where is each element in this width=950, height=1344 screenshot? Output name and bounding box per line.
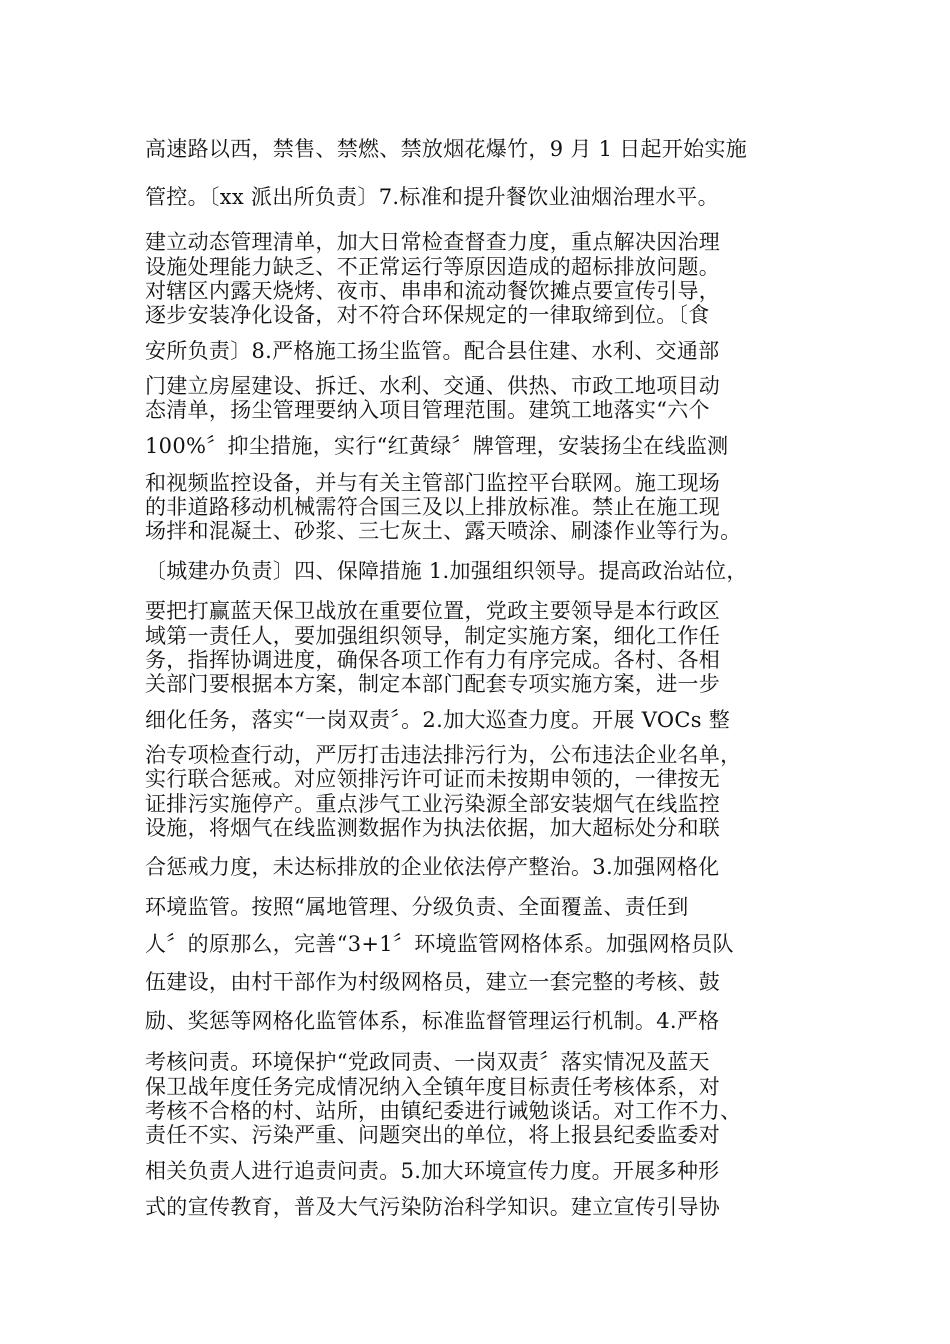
- text-line: 务，指挥协调进度，确保各项工作有力有序完成。各村、各相: [145, 648, 721, 672]
- text-line: 式的宣传教育，普及大气污染防治科学知识。建立宣传引导协: [145, 1195, 721, 1219]
- text-line: 环境监管。按照“属地管理、分级负责、全面覆盖、责任到: [145, 895, 689, 919]
- text-line: 建立动态管理清单，加大日常检查督查力度，重点解决因治理: [145, 230, 721, 254]
- text-line: 逐步安装净化设备，对不符合环保规定的一律取缔到位。〔食: [145, 303, 710, 327]
- text-line: 门建立房屋建设、拆迁、水利、交通、供热、市政工地项目动: [145, 374, 721, 398]
- text-line: 治专项检查行动，严厉打击违法排污行为，公布违法企业名单，: [145, 743, 742, 767]
- text-line: 励、奖惩等网格化监管体系，标准监督管理运行机制。4.严格: [145, 1009, 720, 1033]
- text-line: 保卫战年度任务完成情况纳入全镇年度目标责任考核体系，对: [145, 1075, 721, 1099]
- text-line: 和视频监控设备，并与有关主管部门监控平台联网。施工现场: [145, 471, 721, 495]
- text-line: 100%〞抑尘措施，实行“红黄绿〞牌管理，安装扬尘在线监测: [145, 434, 729, 458]
- text-line: 〔城建办负责〕四、保障措施 1.加强组织领导。提高政治站位，: [145, 559, 748, 583]
- text-line: 人〞的原那么，完善“3+1〞环境监管网格体系。加强网格员队: [145, 932, 734, 956]
- text-line: 证排污实施停产。重点涉气工业污染源全部安装烟气在线监控: [145, 792, 721, 816]
- text-line: 管控。〔xx 派出所负责〕7.标准和提升餐饮业油烟治理水平。: [145, 185, 719, 209]
- text-line: 实行联合惩戒。对应领排污许可证而未按期申领的，一律按无: [145, 767, 721, 791]
- text-line: 合惩戒力度，未达标排放的企业依法停产整治。3.加强网格化: [145, 855, 720, 879]
- text-line: 安所负责〕8.严格施工扬尘监管。配合县住建、水利、交通部: [145, 339, 720, 363]
- text-line: 要把打赢蓝天保卫战放在重要位置，党政主要领导是本行政区: [145, 599, 721, 623]
- text-line: 考核不合格的村、站所，由镇纪委进行诫勉谈话。对工作不力、: [145, 1099, 742, 1123]
- text-line: 高速路以西，禁售、禁燃、禁放烟花爆竹，9 月 1 日起开始实施: [145, 137, 748, 161]
- text-line: 责任不实、污染严重、问题突出的单位，将上报县纪委监委对: [145, 1123, 721, 1147]
- text-line: 相关负责人进行追责问责。5.加大环境宣传力度。开展多种形: [145, 1159, 720, 1183]
- text-line: 设施，将烟气在线监测数据作为执法依据，加大超标处分和联: [145, 816, 721, 840]
- text-line: 态清单，扬尘管理要纳入项目管理范围。建筑工地落实“六个: [145, 398, 710, 422]
- text-line: 考核问责。环境保护“党政同责、一岗双责〞落实情况及蓝天: [145, 1050, 710, 1074]
- text-line: 对辖区内露天烧烤、夜市、串串和流动餐饮摊点要宣传引导，: [145, 279, 721, 303]
- text-line: 关部门要根据本方案，制定本部门配套专项实施方案，进一步: [145, 672, 721, 696]
- text-line: 域第一责任人，要加强组织领导，制定实施方案，细化工作任: [145, 624, 721, 648]
- text-line: 伍建设，由村干部作为村级网格员，建立一套完整的考核、鼓: [145, 970, 721, 994]
- text-line: 设施处理能力缺乏、不正常运行等原因造成的超标排放问题。: [145, 255, 721, 279]
- text-line: 的非道路移动机械需符合国三及以上排放标准。禁止在施工现: [145, 495, 721, 519]
- text-line: 细化任务，落实“一岗双责〞。2.加大巡查力度。开展 VOCs 整: [145, 708, 731, 732]
- text-line: 场拌和混凝土、砂浆、三七灰土、露天喷涂、刷漆作业等行为。: [145, 519, 742, 543]
